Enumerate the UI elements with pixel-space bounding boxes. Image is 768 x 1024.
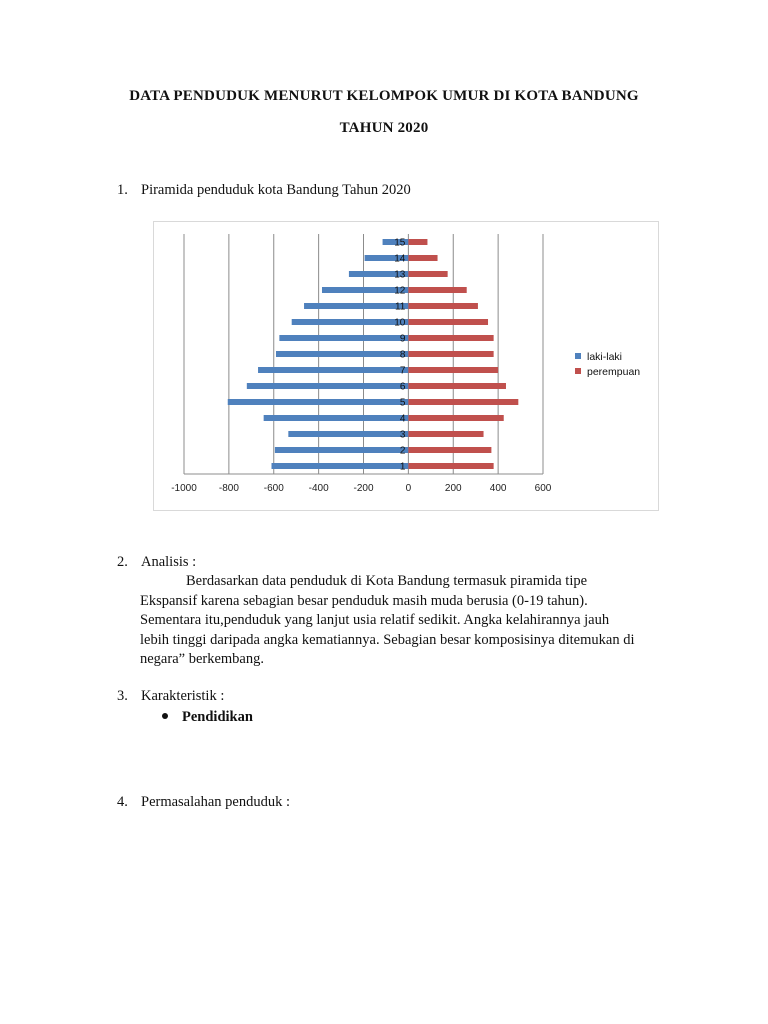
category-label: 5 bbox=[399, 397, 406, 409]
x-tick-label: 0 bbox=[405, 483, 412, 494]
analysis-line: negara” berkembang. bbox=[140, 651, 264, 668]
bullet-dot-icon bbox=[162, 713, 168, 719]
category-label: 6 bbox=[399, 381, 406, 393]
bar-female bbox=[408, 271, 447, 277]
analysis-line: Sementara itu,penduduk yang lanjut usia relatif sedikit. Angka kelahirannya jauh bbox=[140, 612, 610, 629]
legend-label-male: laki-laki bbox=[587, 351, 623, 363]
section-number: 4. bbox=[117, 794, 128, 810]
section-heading: Permasalahan penduduk : bbox=[141, 794, 290, 810]
legend-item-female bbox=[575, 366, 640, 378]
analysis-paragraph bbox=[140, 572, 680, 670]
bar-male bbox=[247, 383, 409, 389]
bar-male bbox=[279, 335, 408, 341]
category-label: 13 bbox=[394, 269, 406, 281]
legend-swatch-male bbox=[575, 353, 581, 359]
x-tick-label: 400 bbox=[489, 483, 507, 494]
bar-female bbox=[408, 383, 506, 389]
section-3 bbox=[117, 688, 224, 705]
bar-female bbox=[408, 367, 498, 373]
bullet-text: Pendidikan bbox=[182, 709, 253, 725]
x-tick-label: 200 bbox=[444, 483, 462, 494]
analysis-line: Berdasarkan data penduduk di Kota Bandung termasuk piramida tipe bbox=[186, 573, 588, 589]
category-label: 12 bbox=[394, 285, 406, 297]
x-tick-label: -600 bbox=[263, 483, 284, 494]
x-tick-label: -1000 bbox=[171, 483, 197, 494]
x-tick-label: -800 bbox=[218, 483, 239, 494]
bar-male bbox=[228, 399, 409, 405]
category-label: 14 bbox=[394, 253, 406, 265]
section-heading: Piramida penduduk kota Bandung Tahun 2020 bbox=[141, 182, 411, 198]
document-title: DATA PENDUDUK MENURUT KELOMPOK UMUR DI KOTA BANDUNG bbox=[129, 88, 639, 104]
category-label: 9 bbox=[399, 333, 406, 345]
bar-female bbox=[408, 303, 478, 309]
bar-female bbox=[408, 415, 503, 421]
bar-female bbox=[408, 351, 493, 357]
section-number: 2. bbox=[117, 554, 128, 570]
legend-label-female: perempuan bbox=[587, 366, 641, 378]
section-2 bbox=[117, 554, 196, 571]
category-label: 2 bbox=[399, 445, 406, 457]
bar-male bbox=[276, 351, 408, 357]
legend-item-male bbox=[575, 351, 622, 363]
bar-female bbox=[408, 335, 493, 341]
section-number: 3. bbox=[117, 688, 128, 704]
category-label: 10 bbox=[394, 317, 406, 329]
analysis-line: lebih tinggi daripada angka kematiannya. Sebagian besar komposisinya ditemukan di bbox=[140, 631, 635, 648]
category-label: 11 bbox=[394, 301, 406, 313]
bar-male bbox=[275, 447, 409, 453]
bar-male bbox=[272, 463, 409, 469]
x-tick-label: -400 bbox=[308, 483, 329, 494]
category-label: 7 bbox=[399, 365, 406, 377]
bar-male bbox=[258, 367, 408, 373]
section-heading: Analisis : bbox=[141, 554, 197, 570]
bar-female bbox=[408, 319, 488, 325]
bar-female bbox=[408, 463, 493, 469]
x-tick-label: 600 bbox=[534, 483, 552, 494]
x-tick-label: -200 bbox=[353, 483, 374, 494]
category-label: 8 bbox=[399, 349, 406, 361]
bullet-item bbox=[162, 709, 253, 726]
category-label: 3 bbox=[399, 429, 406, 441]
analysis-line: Ekspansif karena sebagian besar penduduk masih muda berusia (0-19 tahun). bbox=[140, 592, 588, 609]
bar-female bbox=[408, 431, 483, 437]
section-1 bbox=[117, 182, 411, 199]
bar-male bbox=[288, 431, 408, 437]
bar-female bbox=[408, 447, 491, 453]
section-heading: Karakteristik : bbox=[141, 688, 225, 704]
bar-male bbox=[264, 415, 409, 421]
category-label: 1 bbox=[399, 461, 406, 473]
document-subtitle: TAHUN 2020 bbox=[339, 120, 429, 136]
legend-swatch-female bbox=[575, 368, 581, 374]
category-label: 4 bbox=[399, 413, 406, 425]
bar-female bbox=[408, 399, 518, 405]
bar-female bbox=[408, 287, 466, 293]
bar-female bbox=[408, 255, 437, 261]
category-label: 15 bbox=[394, 237, 406, 249]
bar-male bbox=[292, 319, 409, 325]
bar-male bbox=[304, 303, 408, 309]
section-4 bbox=[117, 794, 290, 811]
bar-female bbox=[408, 239, 427, 245]
section-number: 1. bbox=[117, 182, 128, 198]
